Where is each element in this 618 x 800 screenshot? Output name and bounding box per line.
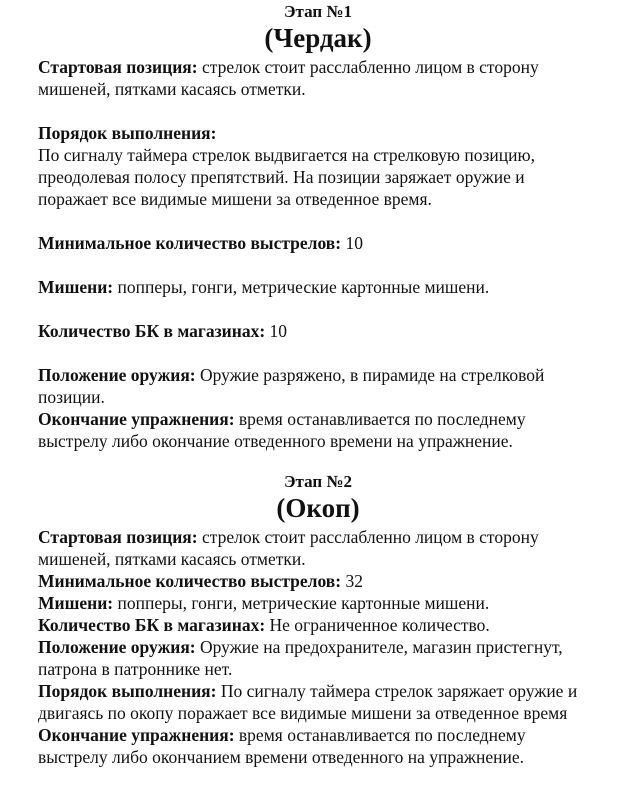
stage-2-targets-label: Мишени: xyxy=(38,593,114,613)
stage-2-title: Этап №2 xyxy=(284,472,352,491)
stage-1-subtitle: (Чердак) xyxy=(264,23,372,53)
stage-1-order-heading xyxy=(38,122,598,144)
stage-1-end xyxy=(38,408,598,452)
stage-1-start-text: стрелок стоит расслабленно лицом в сторону мишеней, пятками касаясь отметки. xyxy=(38,57,539,99)
stage-2-weapon-position xyxy=(38,636,598,680)
document-page xyxy=(38,2,598,768)
stage-2-start-text: стрелок стоит расслабленно лицом в сторону мишеней, пятками касаясь отметки. xyxy=(38,527,539,569)
stage-1-weapon-text: Оружие разряжено, в пирамиде на стрелковой позиции. xyxy=(38,365,545,407)
stage-2-ammo-label: Количество БК в магазинах: xyxy=(38,615,266,635)
stage-2-weapon-label: Положение оружия: xyxy=(38,637,196,657)
stage-2-order-label: Порядок выполнения: xyxy=(38,681,217,701)
stage-1-targets xyxy=(38,276,598,298)
stage-1-order-label: Порядок выполнения: xyxy=(38,123,217,143)
stage-2-order xyxy=(38,680,598,724)
stage-1-weapon-label: Положение оружия: xyxy=(38,365,196,385)
stage-1-weapon-position xyxy=(38,364,598,408)
stage-2-start-label: Стартовая позиция: xyxy=(38,527,198,547)
stage-2-end-text: время останавливается по последнему выстрелу либо окончанием времени отведенного на упражнение. xyxy=(38,725,526,767)
stage-1-targets-text: попперы, гонги, метрические картонные мишени. xyxy=(113,277,490,297)
stage-2-order-text: По сигналу таймера стрелок заряжает оружие и двигаясь по окопу поражает все видимые мишени за отведенное время xyxy=(38,681,578,723)
stage-2-ammo-value: Не ограниченное количество. xyxy=(265,615,490,635)
stage-1-section xyxy=(38,2,598,452)
stage-2-ammo xyxy=(38,614,598,636)
stage-2-targets-text: попперы, гонги, метрические картонные мишени. xyxy=(113,593,490,613)
stage-2-min-shots-value: 32 xyxy=(341,571,363,591)
stage-1-start-label: Стартовая позиция: xyxy=(38,57,198,77)
stage-1-title: Этап №1 xyxy=(284,2,352,21)
stage-1-ammo-value: 10 xyxy=(265,321,288,341)
stage-1-min-shots-label: Минимальное количество выстрелов: xyxy=(38,233,342,253)
stage-1-order-text: По сигналу таймера стрелок выдвигается на стрелковую позицию, преодолевая полосу препятствий. На позиции заряжает оружие и поражает все видимые мишени за отведенное время. xyxy=(38,145,535,209)
stage-1-end-label: Окончание упражнения: xyxy=(38,409,235,429)
stage-2-weapon-text: Оружие на предохранителе, магазин пристегнут, патрона в патроннике нет. xyxy=(38,637,563,679)
stage-1-end-text: время останавливается по последнему выстрелу либо окончание отведенного времени на упражнение. xyxy=(38,409,526,451)
stage-2-end-label: Окончание упражнения: xyxy=(38,725,235,745)
stage-2-subtitle: (Окоп) xyxy=(276,493,360,523)
stage-2-section xyxy=(38,472,598,768)
stage-1-min-shots-value: 10 xyxy=(341,233,363,253)
stage-1-targets-label: Мишени: xyxy=(38,277,114,297)
stage-2-min-shots xyxy=(38,570,598,592)
stage-1-ammo-label: Количество БК в магазинах: xyxy=(38,321,266,341)
stage-2-targets xyxy=(38,592,598,614)
stage-1-min-shots xyxy=(38,232,598,254)
stage-2-min-shots-label: Минимальное количество выстрелов: xyxy=(38,571,342,591)
stage-2-start-position xyxy=(38,526,598,570)
stage-2-end xyxy=(38,724,598,768)
stage-1-start-position xyxy=(38,56,598,100)
stage-1-ammo xyxy=(38,320,598,342)
